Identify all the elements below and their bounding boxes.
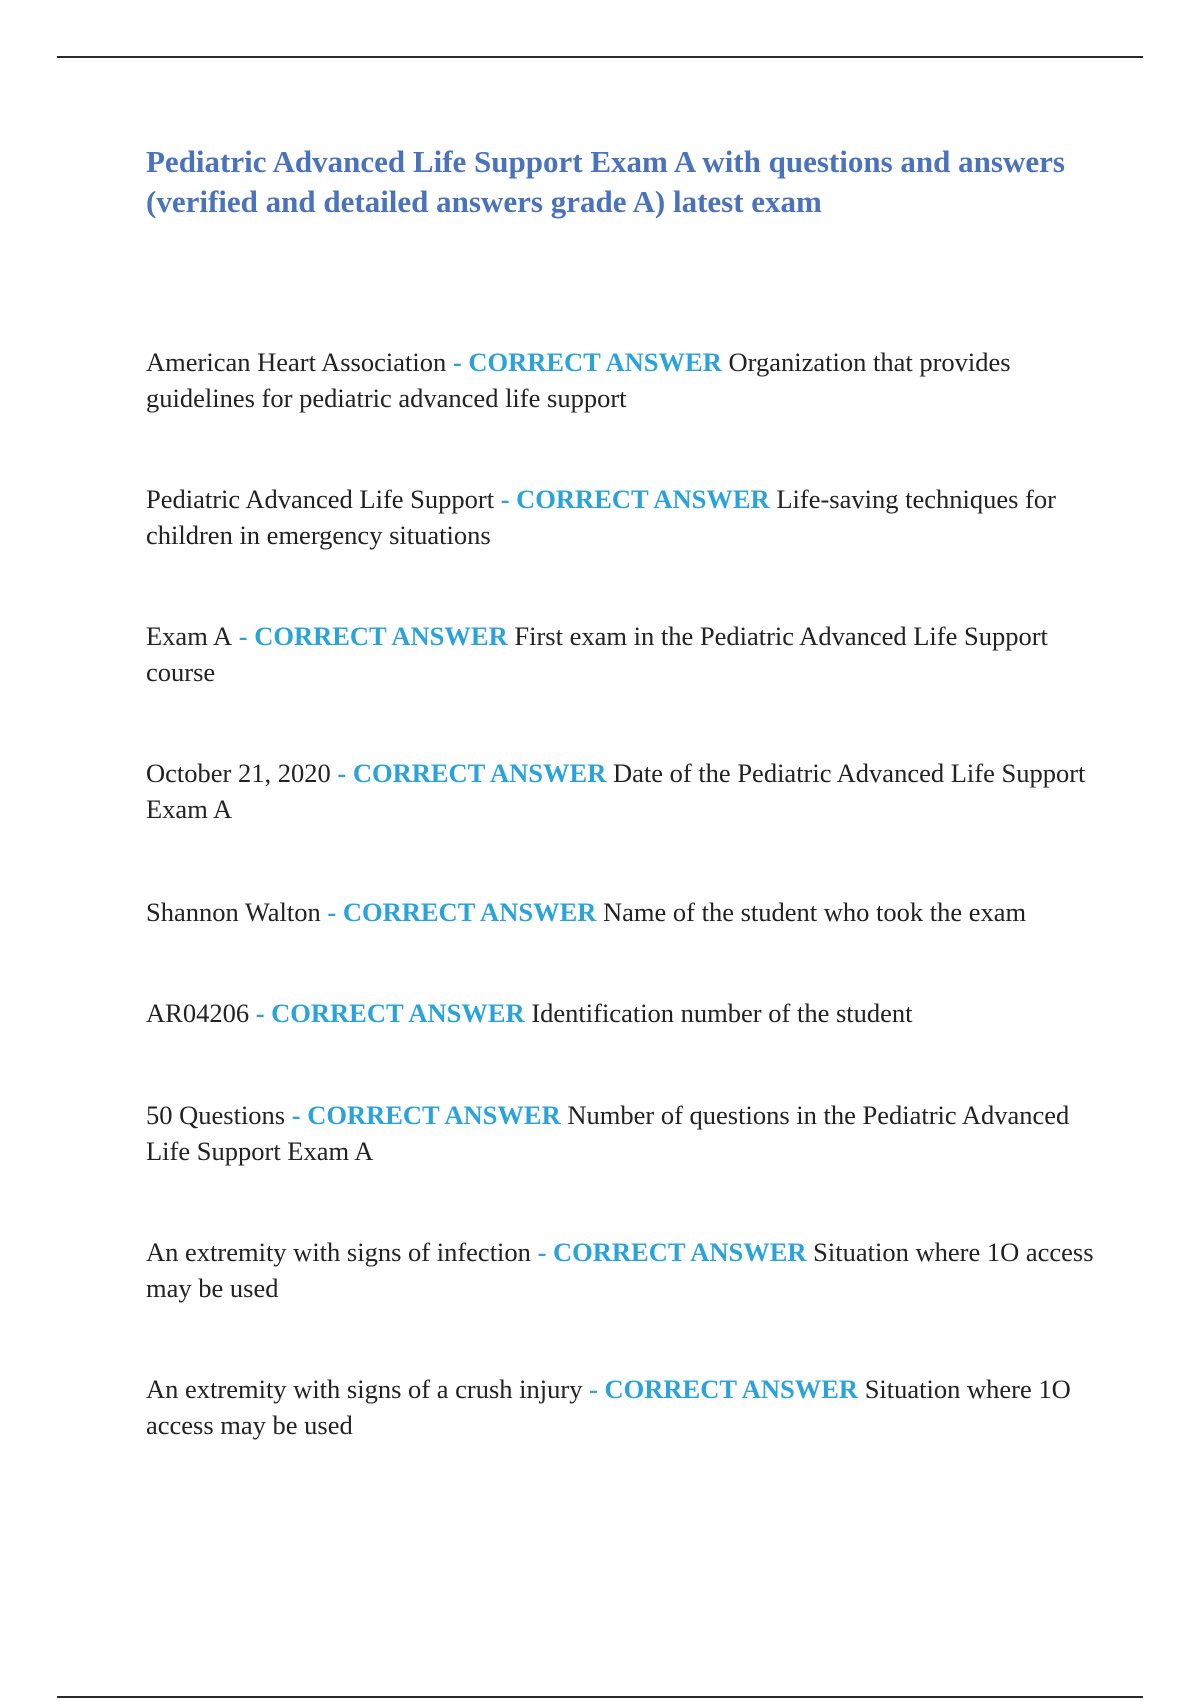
answer-marker: - CORRECT ANSWER [320,897,597,927]
qa-term: Pediatric Advanced Life Support [146,484,495,514]
qa-definition: Number of questions in the Pediatric Advanced Life Support Exam A [146,1100,1070,1166]
answer-marker: - CORRECT ANSWER [494,484,770,514]
qa-item [146,344,1096,416]
answer-marker: - CORRECT ANSWER [582,1374,859,1404]
qa-term: Exam A [146,621,233,651]
answer-marker: - CORRECT ANSWER [530,1237,807,1267]
answer-marker: - CORRECT ANSWER [446,347,722,377]
qa-definition: Date of the Pediatric Advanced Life Support Exam A [146,758,1086,824]
qa-term: Shannon Walton [146,897,321,927]
document-title: Pediatric Advanced Life Support Exam A with questions and answers (verified and detailed answers grade A) latest exam [146,144,1065,219]
answer-marker: - CORRECT ANSWER [285,1100,561,1130]
qa-term: October 21, 2020 [146,758,331,788]
qa-definition: Situation where 1O access may be used [146,1374,1071,1440]
qa-term: AR04206 [146,998,250,1028]
qa-item [146,894,1096,930]
qa-item [146,1371,1096,1443]
qa-item [146,1234,1096,1306]
qa-term: American Heart Association [146,347,447,377]
qa-definition: Identification number of the student [531,998,913,1028]
qa-definition: First exam in the Pediatric Advanced Life Support course [146,621,1048,687]
qa-term: 50 Questions [146,1100,286,1130]
qa-definition: Name of the student who took the exam [603,897,1027,927]
answer-marker: - CORRECT ANSWER [232,621,508,651]
qa-item [146,1097,1096,1169]
answer-marker: - CORRECT ANSWER [330,758,607,788]
qa-item [146,618,1096,690]
header-rule [57,56,1143,58]
qa-definition: Organization that provides guidelines for pediatric advanced life support [146,347,1011,413]
footer-rule [57,1696,1143,1698]
qa-definition: Situation where 1O access may be used [146,1237,1094,1303]
answer-marker: - CORRECT ANSWER [249,998,525,1028]
qa-item [146,995,1096,1031]
qa-item [146,481,1096,553]
qa-definition: Life-saving techniques for children in emergency situations [146,484,1056,550]
qa-term: An extremity with signs of infection [146,1237,531,1267]
qa-item [146,755,1096,827]
qa-term: An extremity with signs of a crush injury [146,1374,583,1404]
